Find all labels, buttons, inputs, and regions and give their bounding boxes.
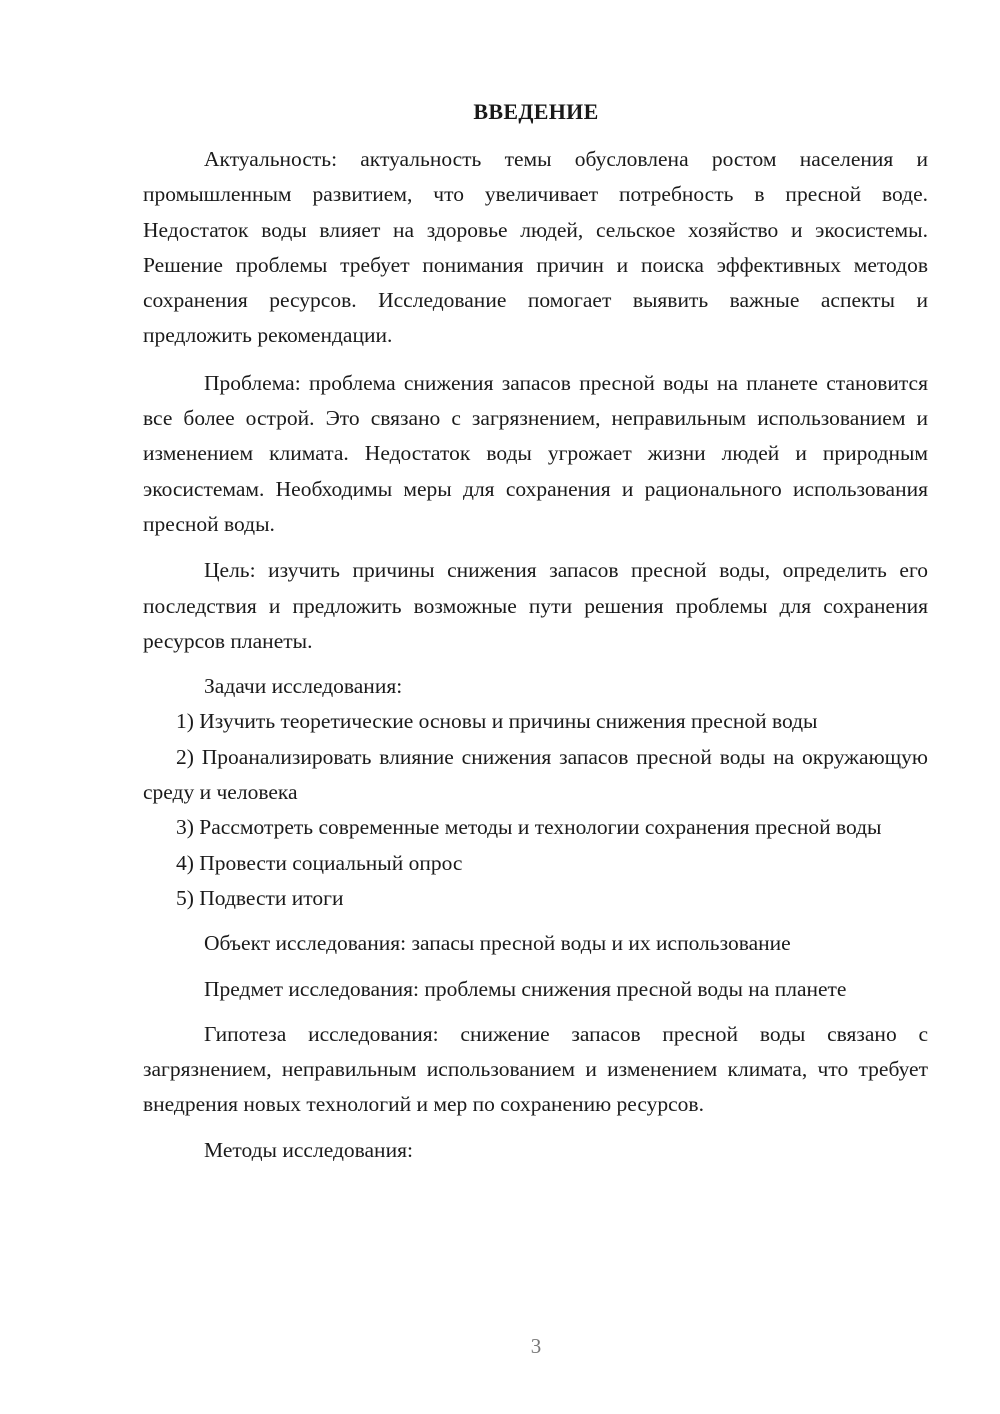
methods-heading: Методы исследования:	[204, 1137, 413, 1162]
list-item: 4) Провести социальный опрос	[176, 850, 463, 875]
relevance-paragraph: Актуальность: актуальность темы обусловлена ростом населения и промышленным развитием, что увеличивает потребность в пресной воде. Недостаток воды влияет на здоровье людей, сельское хозяйство и экосистемы. Решение проблемы требует понимания причин и поиска эффективных методов сохранения ресурсов. Исследование помогает выявить важные аспекты и предложить рекомендации.	[143, 147, 928, 348]
tasks-list	[143, 704, 928, 916]
goal-paragraph: Цель: изучить причины снижения запасов пресной воды, определить его последствия и предложить возможные пути решения проблемы для сохранения ресурсов планеты.	[143, 558, 928, 653]
list-item: 3) Рассмотреть современные методы и технологии сохранения пресной воды	[176, 815, 882, 840]
body-text	[143, 142, 928, 1168]
tasks-heading: Задачи исследования:	[204, 674, 403, 699]
problem-paragraph: Проблема: проблема снижения запасов пресной воды на планете становится все более острой. Это связано с загрязнением, неправильным использованием и изменением климата. Недостаток воды угрожает жизни людей и природным экосистемам. Необходимы меры для сохранения и рационального использования пресной воды.	[143, 370, 928, 536]
section-title: ВВЕДЕНИЕ	[473, 99, 599, 124]
list-item: 2) Проанализировать влияние снижения запасов пресной воды на окружающую среду и человека	[143, 744, 928, 805]
list-item: 5) Подвести итоги	[176, 885, 344, 910]
subject-paragraph: Предмет исследования: проблемы снижения пресной воды на планете	[204, 976, 847, 1001]
object-paragraph: Объект исследования: запасы пресной воды и их использование	[204, 931, 791, 956]
page-number: 3	[530, 1334, 542, 1358]
list-item: 1) Изучить теоретические основы и причины снижения пресной воды	[176, 709, 818, 734]
hypothesis-paragraph: Гипотеза исследования: снижение запасов пресной воды связано с загрязнением, неправильным использованием и изменением климата, что требует внедрения новых технологий и мер по сохранению ресурсов.	[143, 1021, 928, 1117]
